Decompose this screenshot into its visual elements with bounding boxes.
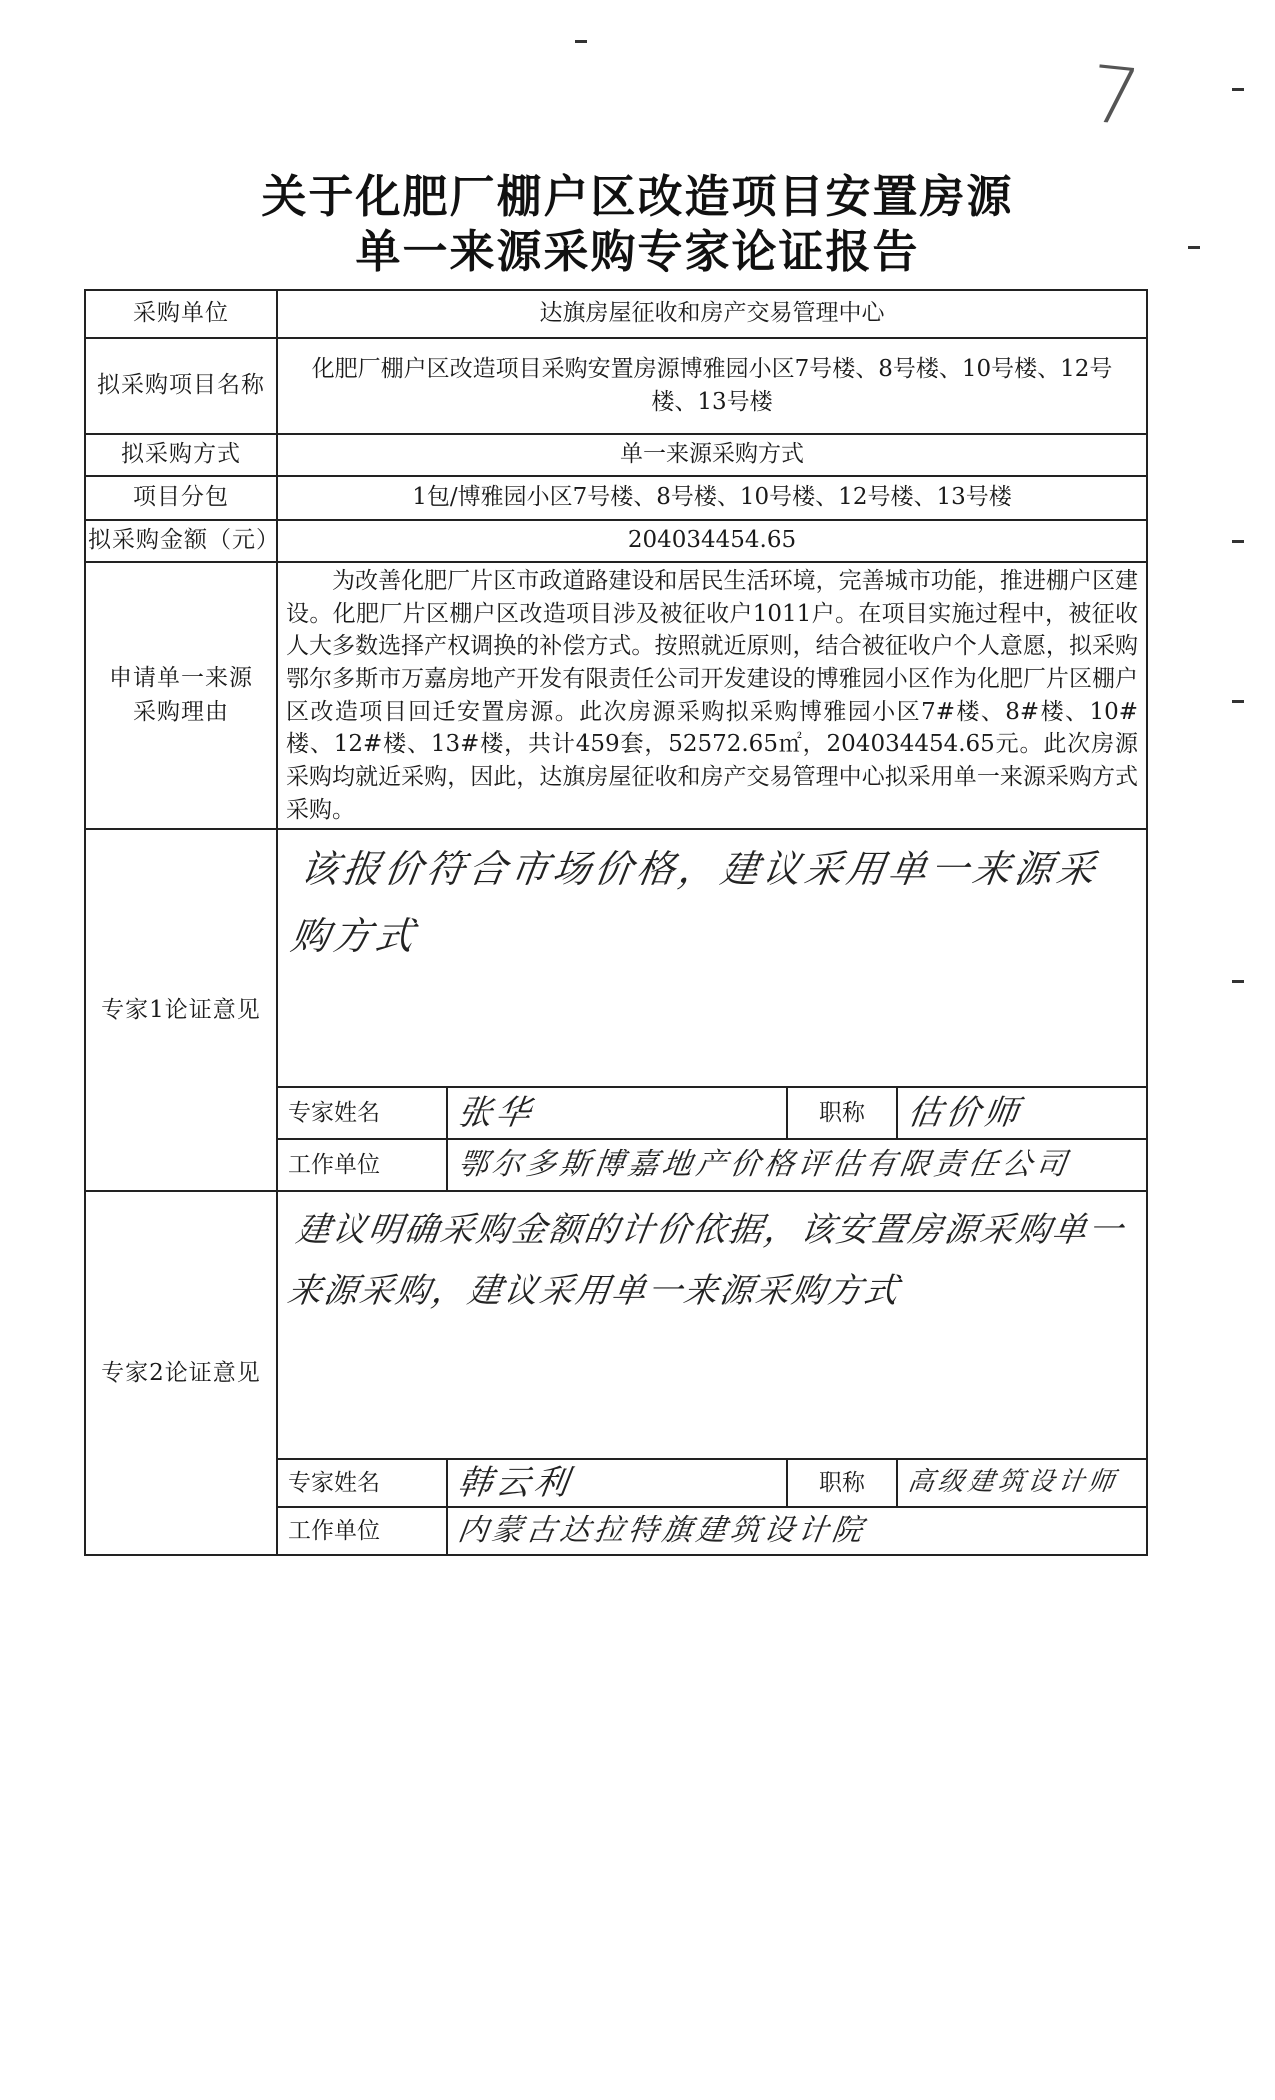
- reason-value: 为改善化肥厂片区市政道路建设和居民生活环境，完善城市功能，推进棚户区建设。化肥厂片区棚户区改造项目涉及被征收户1011户。在项目实施过程中，被征收人大多数选择产权调换的补偿方式。按照就近原则，结合被征收户个人意愿，拟采购鄂尔多斯市万嘉房地产开发有限责任公司开发建设的博雅园小区作为化肥厂片区棚户区改造项目回迁安置房源。此次房源采购拟采购博雅园小区7#楼、8#楼、10#楼、12#楼、13#楼，共计459套，52572.65㎡，204034454.65元。此次房源采购均就近采购，因此，达旗房屋征收和房产交易管理中心拟采用单一来源采购方式采购。: [286, 568, 1138, 823]
- expert1-name-signature: 张华: [443, 1087, 790, 1139]
- expert1-section-label: 专家1论证意见: [85, 829, 277, 1191]
- document-title-line-1: 关于化肥厂棚户区改造项目安置房源: [261, 170, 1014, 223]
- margin-mark: [1232, 88, 1244, 91]
- expert2-opinion-row: [85, 1191, 1147, 1459]
- expert1-unit-label: 工作单位: [277, 1139, 447, 1191]
- margin-mark: [1232, 980, 1244, 983]
- expert1-opinion-handwriting: 该报价符合市场价格，建议采用单一来源采购方式: [288, 847, 1102, 958]
- expert1-opinion-row: [85, 829, 1147, 1087]
- amount-value: 204034454.65: [277, 520, 1147, 562]
- expert2-opinion-handwriting: 建议明确采购金额的计价依据，该安置房源采购单一来源采购，建议采用单一来源采购方式: [284, 1210, 1128, 1312]
- expert2-name-label: 专家姓名: [277, 1459, 447, 1507]
- package-label: 项目分包: [85, 476, 277, 520]
- purchaser-value: 达旗房屋征收和房产交易管理中心: [277, 290, 1147, 338]
- margin-mark: [575, 40, 587, 43]
- expert2-name-signature: 韩云利: [444, 1459, 791, 1507]
- margin-mark: [1232, 700, 1244, 703]
- expert2-unit-handwriting: 内蒙古达拉特旗建筑设计院: [444, 1507, 1151, 1555]
- document-title-line-2: 单一来源采购专家论证报告: [355, 225, 920, 278]
- project-name-row: [85, 338, 1147, 434]
- procurement-form-table: [84, 289, 1148, 1556]
- margin-mark: [1232, 540, 1244, 543]
- reason-value-cell: [277, 562, 1147, 829]
- expert2-unit-label: 工作单位: [277, 1507, 447, 1555]
- expert1-title-handwriting: 估价师: [893, 1087, 1150, 1139]
- package-row: [85, 476, 1147, 520]
- method-label: 拟采购方式: [85, 434, 277, 476]
- package-value: 1包/博雅园小区7号楼、8号楼、10号楼、12号楼、13号楼: [277, 476, 1147, 520]
- amount-row: [85, 520, 1147, 562]
- purchaser-label: 采购单位: [85, 290, 277, 338]
- amount-label: 拟采购金额（元）: [85, 520, 277, 562]
- expert1-unit-handwriting: 鄂尔多斯博嘉地产价格评估有限责任公司: [443, 1139, 1150, 1191]
- reason-label: 申请单一来源采购理由: [85, 562, 277, 829]
- project-name-value: 化肥厂棚户区改造项目采购安置房源博雅园小区7号楼、8号楼、10号楼、12号楼、13号楼: [277, 338, 1147, 434]
- expert1-name-label: 专家姓名: [277, 1087, 447, 1139]
- page-number-mark: 7: [1085, 49, 1145, 145]
- expert1-title-label: 职称: [787, 1087, 897, 1139]
- method-row: [85, 434, 1147, 476]
- expert2-opinion-cell: [277, 1191, 1147, 1459]
- expert2-title-handwriting: 高级建筑设计师: [894, 1459, 1151, 1507]
- method-value: 单一来源采购方式: [277, 434, 1147, 476]
- expert2-title-label: 职称: [787, 1459, 897, 1507]
- project-name-label: 拟采购项目名称: [85, 338, 277, 434]
- expert1-opinion-cell: [277, 829, 1147, 1087]
- purchaser-row: [85, 290, 1147, 338]
- reason-row: [85, 562, 1147, 829]
- expert2-section-label: 专家2论证意见: [85, 1191, 277, 1555]
